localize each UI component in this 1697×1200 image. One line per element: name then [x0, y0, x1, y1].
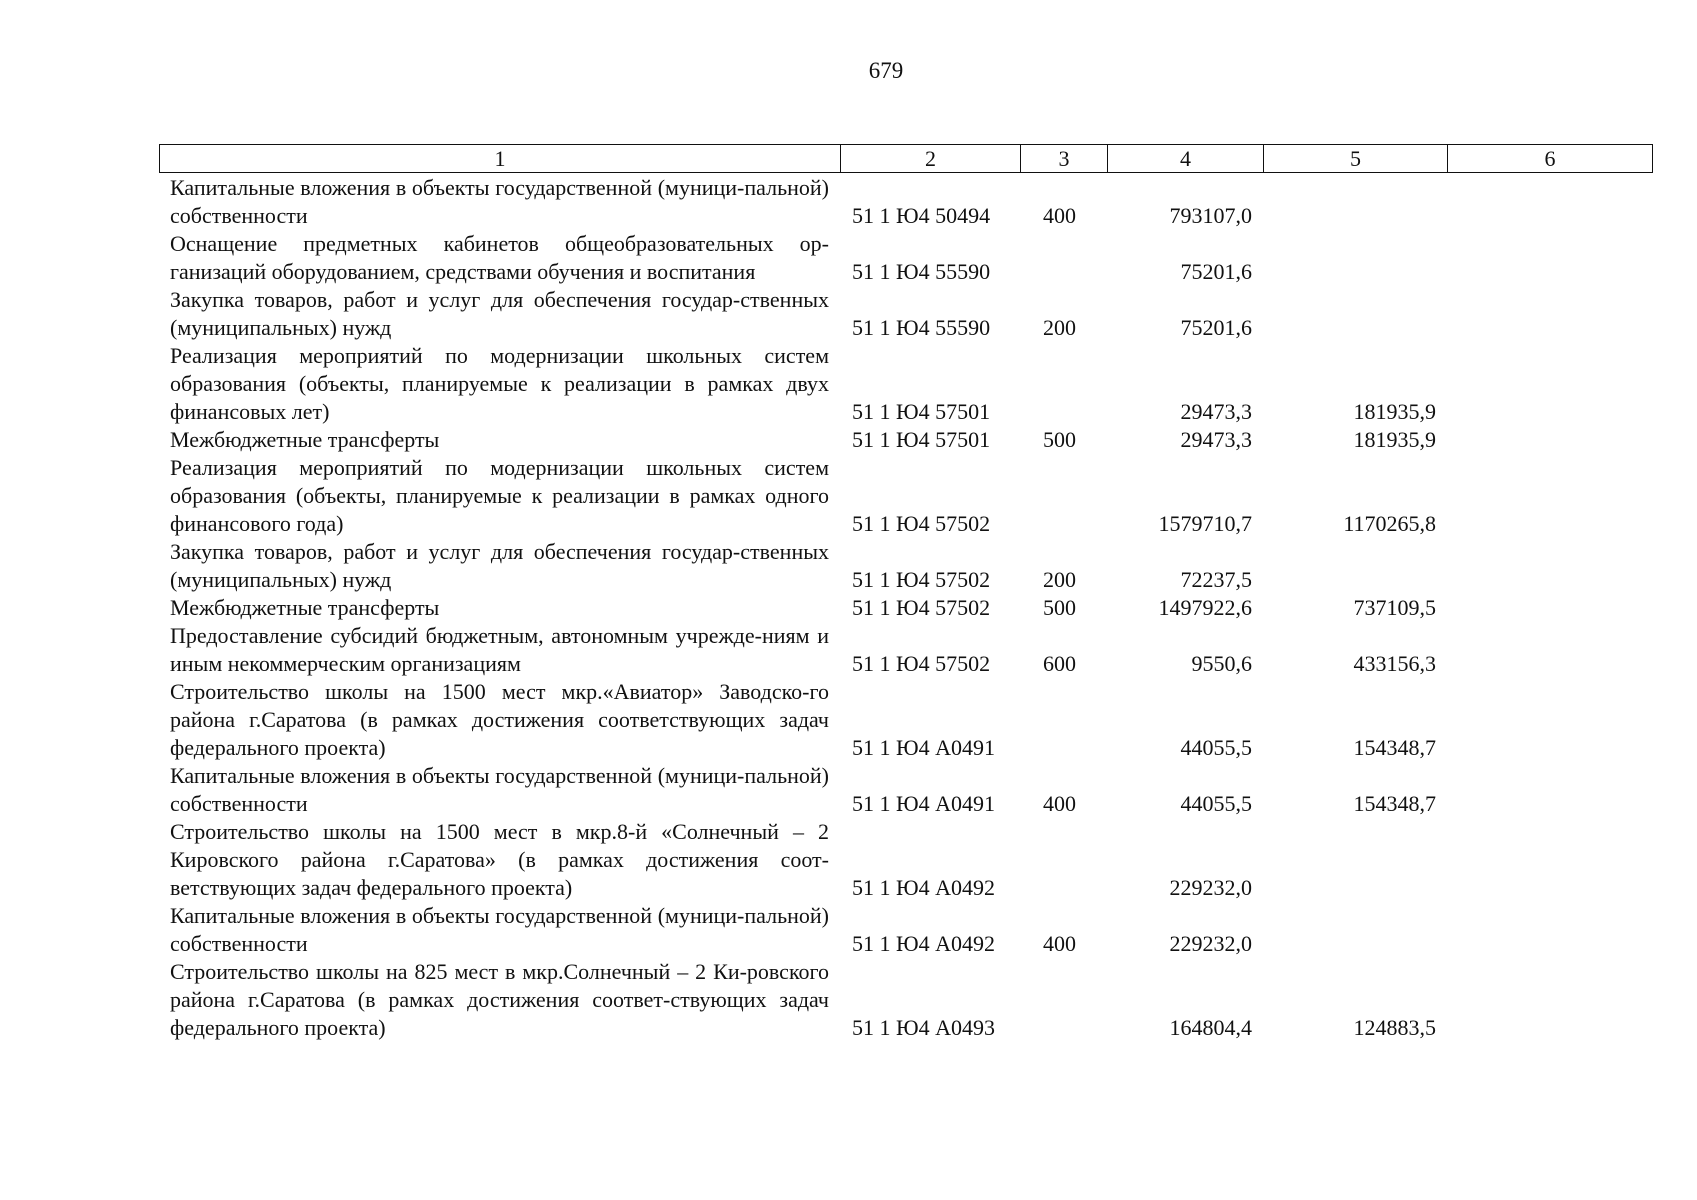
table-row — [159, 762, 1652, 818]
table-row — [159, 174, 1652, 230]
expense-type: 200 — [1043, 567, 1076, 592]
item-name: Капитальные вложения в объекты государственной (муници-пальной) собственности — [170, 903, 829, 956]
table-body — [159, 174, 1652, 1042]
amount-col4: 229232,0 — [1169, 931, 1252, 956]
expense-type: 500 — [1043, 595, 1076, 620]
amount-col5: 124883,5 — [1353, 1015, 1436, 1040]
expense-type: 400 — [1043, 203, 1076, 228]
expense-type: 400 — [1043, 931, 1076, 956]
amount-col4: 9550,6 — [1191, 651, 1252, 676]
item-name: Капитальные вложения в объекты государственной (муници-пальной) собственности — [170, 175, 829, 228]
item-name: Предоставление субсидий бюджетным, автономным учрежде-ниям и иным некоммерческим организациям — [170, 623, 829, 676]
table-row — [159, 958, 1652, 1042]
target-code: 51 1 Ю4 57501 — [852, 427, 991, 452]
table-row — [159, 454, 1652, 538]
column-header-3: 3 — [1021, 145, 1108, 173]
table-row — [159, 678, 1652, 762]
table-row — [159, 426, 1652, 454]
column-header-4: 4 — [1108, 145, 1264, 173]
item-name: Реализация мероприятий по модернизации школьных систем образования (объекты, планируемые к реализации в рамках одного финансового года) — [170, 455, 829, 536]
amount-col4: 75201,6 — [1180, 315, 1252, 340]
amount-col4: 29473,3 — [1180, 399, 1252, 424]
target-code: 51 1 Ю4 А0492 — [852, 931, 995, 956]
amount-col5: 433156,3 — [1353, 651, 1436, 676]
table-row — [159, 622, 1652, 678]
expense-type: 500 — [1043, 427, 1076, 452]
amount-col5: 1170265,8 — [1343, 511, 1436, 536]
amount-col4: 75201,6 — [1180, 259, 1252, 284]
target-code: 51 1 Ю4 57502 — [852, 595, 991, 620]
amount-col5: 154348,7 — [1353, 791, 1436, 816]
table-row — [159, 818, 1652, 902]
column-header-6: 6 — [1448, 145, 1653, 173]
expense-type: 400 — [1043, 791, 1076, 816]
expense-type: 200 — [1043, 315, 1076, 340]
item-name: Межбюджетные трансферты — [170, 595, 440, 620]
amount-col4: 164804,4 — [1169, 1015, 1252, 1040]
target-code: 51 1 Ю4 А0493 — [852, 1015, 995, 1040]
amount-col4: 29473,3 — [1180, 427, 1252, 452]
target-code: 51 1 Ю4 57502 — [852, 511, 991, 536]
item-name: Строительство школы на 1500 мест мкр.«Авиатор» Заводско-го района г.Саратова (в рамках достижения соответствующих задач федерального проекта) — [170, 679, 829, 760]
amount-col5: 181935,9 — [1353, 427, 1436, 452]
target-code: 51 1 Ю4 А0491 — [852, 791, 995, 816]
column-header-row — [159, 144, 1653, 173]
table-row — [159, 342, 1652, 426]
column-header-2: 2 — [841, 145, 1021, 173]
amount-col5: 737109,5 — [1353, 595, 1436, 620]
item-name: Межбюджетные трансферты — [170, 427, 440, 452]
table-row — [159, 902, 1652, 958]
expense-type: 600 — [1043, 651, 1076, 676]
amount-col5: 181935,9 — [1353, 399, 1436, 424]
item-name: Оснащение предметных кабинетов общеобразовательных ор-ганизаций оборудованием, средствами обучения и воспитания — [170, 231, 829, 284]
item-name: Капитальные вложения в объекты государственной (муници-пальной) собственности — [170, 763, 829, 816]
table-row — [159, 538, 1652, 594]
target-code: 51 1 Ю4 А0492 — [852, 875, 995, 900]
target-code: 51 1 Ю4 57502 — [852, 567, 991, 592]
amount-col4: 1579710,7 — [1158, 511, 1252, 536]
amount-col4: 793107,0 — [1169, 203, 1252, 228]
item-name: Строительство школы на 1500 мест в мкр.8-й «Солнечный – 2 Кировского района г.Саратова» (в рамках достижения соот-ветствующих задач федерального проекта) — [170, 819, 829, 900]
amount-col5: 154348,7 — [1353, 735, 1436, 760]
target-code: 51 1 Ю4 50494 — [852, 203, 991, 228]
amount-col4: 1497922,6 — [1158, 595, 1252, 620]
target-code: 51 1 Ю4 57501 — [852, 399, 991, 424]
column-header-1: 1 — [160, 145, 841, 173]
target-code: 51 1 Ю4 55590 — [852, 259, 991, 284]
item-name: Реализация мероприятий по модернизации школьных систем образования (объекты, планируемые к реализации в рамках двух финансовых лет) — [170, 343, 829, 424]
item-name: Закупка товаров, работ и услуг для обеспечения государ-ственных (муниципальных) нужд — [170, 539, 829, 592]
column-header-5: 5 — [1264, 145, 1448, 173]
item-name: Закупка товаров, работ и услуг для обеспечения государ-ственных (муниципальных) нужд — [170, 287, 829, 340]
amount-col4: 72237,5 — [1180, 567, 1252, 592]
item-name: Строительство школы на 825 мест в мкр.Солнечный – 2 Ки-ровского района г.Саратова (в рамках достижения соответ-ствующих задач федерального проекта) — [170, 959, 829, 1040]
amount-col4: 44055,5 — [1180, 791, 1252, 816]
target-code: 51 1 Ю4 А0491 — [852, 735, 995, 760]
table-row — [159, 230, 1652, 286]
table-row — [159, 594, 1652, 622]
amount-col4: 44055,5 — [1180, 735, 1252, 760]
page-number: 679 — [868, 58, 904, 83]
amount-col4: 229232,0 — [1169, 875, 1252, 900]
target-code: 51 1 Ю4 57502 — [852, 651, 991, 676]
table-row — [159, 286, 1652, 342]
target-code: 51 1 Ю4 55590 — [852, 315, 991, 340]
